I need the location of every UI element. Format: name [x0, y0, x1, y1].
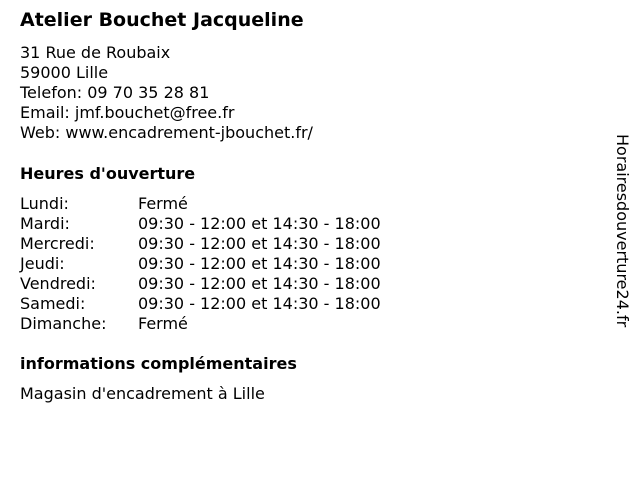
street-address: 31 Rue de Roubaix [20, 43, 171, 62]
additional-info-text: Magasin d'encadrement à Lille [20, 384, 265, 403]
opening-hours-table [20, 194, 381, 334]
day-hours: 09:30 - 12:00 et 14:30 - 18:00 [138, 214, 381, 233]
day-label: Jeudi: [20, 254, 65, 273]
day-label: Lundi: [20, 194, 69, 213]
website: Web: www.encadrement-jbouchet.fr/ [20, 123, 313, 142]
city: 59000 Lille [20, 63, 109, 82]
business-name: Atelier Bouchet Jacqueline [20, 9, 304, 31]
site-brand-vertical: Horairesdouverture24.fr [613, 134, 632, 328]
email-address: Email: jmf.bouchet@free.fr [20, 103, 235, 122]
day-hours: 09:30 - 12:00 et 14:30 - 18:00 [138, 294, 381, 313]
hours-row-saturday [20, 294, 381, 314]
opening-hours-heading: Heures d'ouverture [20, 164, 196, 183]
day-label: Samedi: [20, 294, 86, 313]
day-hours: 09:30 - 12:00 et 14:30 - 18:00 [138, 254, 381, 273]
day-hours: 09:30 - 12:00 et 14:30 - 18:00 [138, 234, 381, 253]
hours-row-friday [20, 274, 381, 294]
day-label: Mardi: [20, 214, 70, 233]
hours-row-wednesday [20, 234, 381, 254]
day-hours: Fermé [138, 314, 188, 333]
phone-number: Telefon: 09 70 35 28 81 [20, 83, 210, 102]
additional-info-heading: informations complémentaires [20, 354, 297, 373]
day-label: Dimanche: [20, 314, 107, 333]
hours-row-tuesday [20, 214, 381, 234]
hours-row-thursday [20, 254, 381, 274]
day-hours: 09:30 - 12:00 et 14:30 - 18:00 [138, 274, 381, 293]
day-hours: Fermé [138, 194, 188, 213]
address-block [20, 43, 313, 143]
day-label: Mercredi: [20, 234, 95, 253]
hours-row-monday [20, 194, 381, 214]
hours-row-sunday [20, 314, 381, 334]
day-label: Vendredi: [20, 274, 96, 293]
